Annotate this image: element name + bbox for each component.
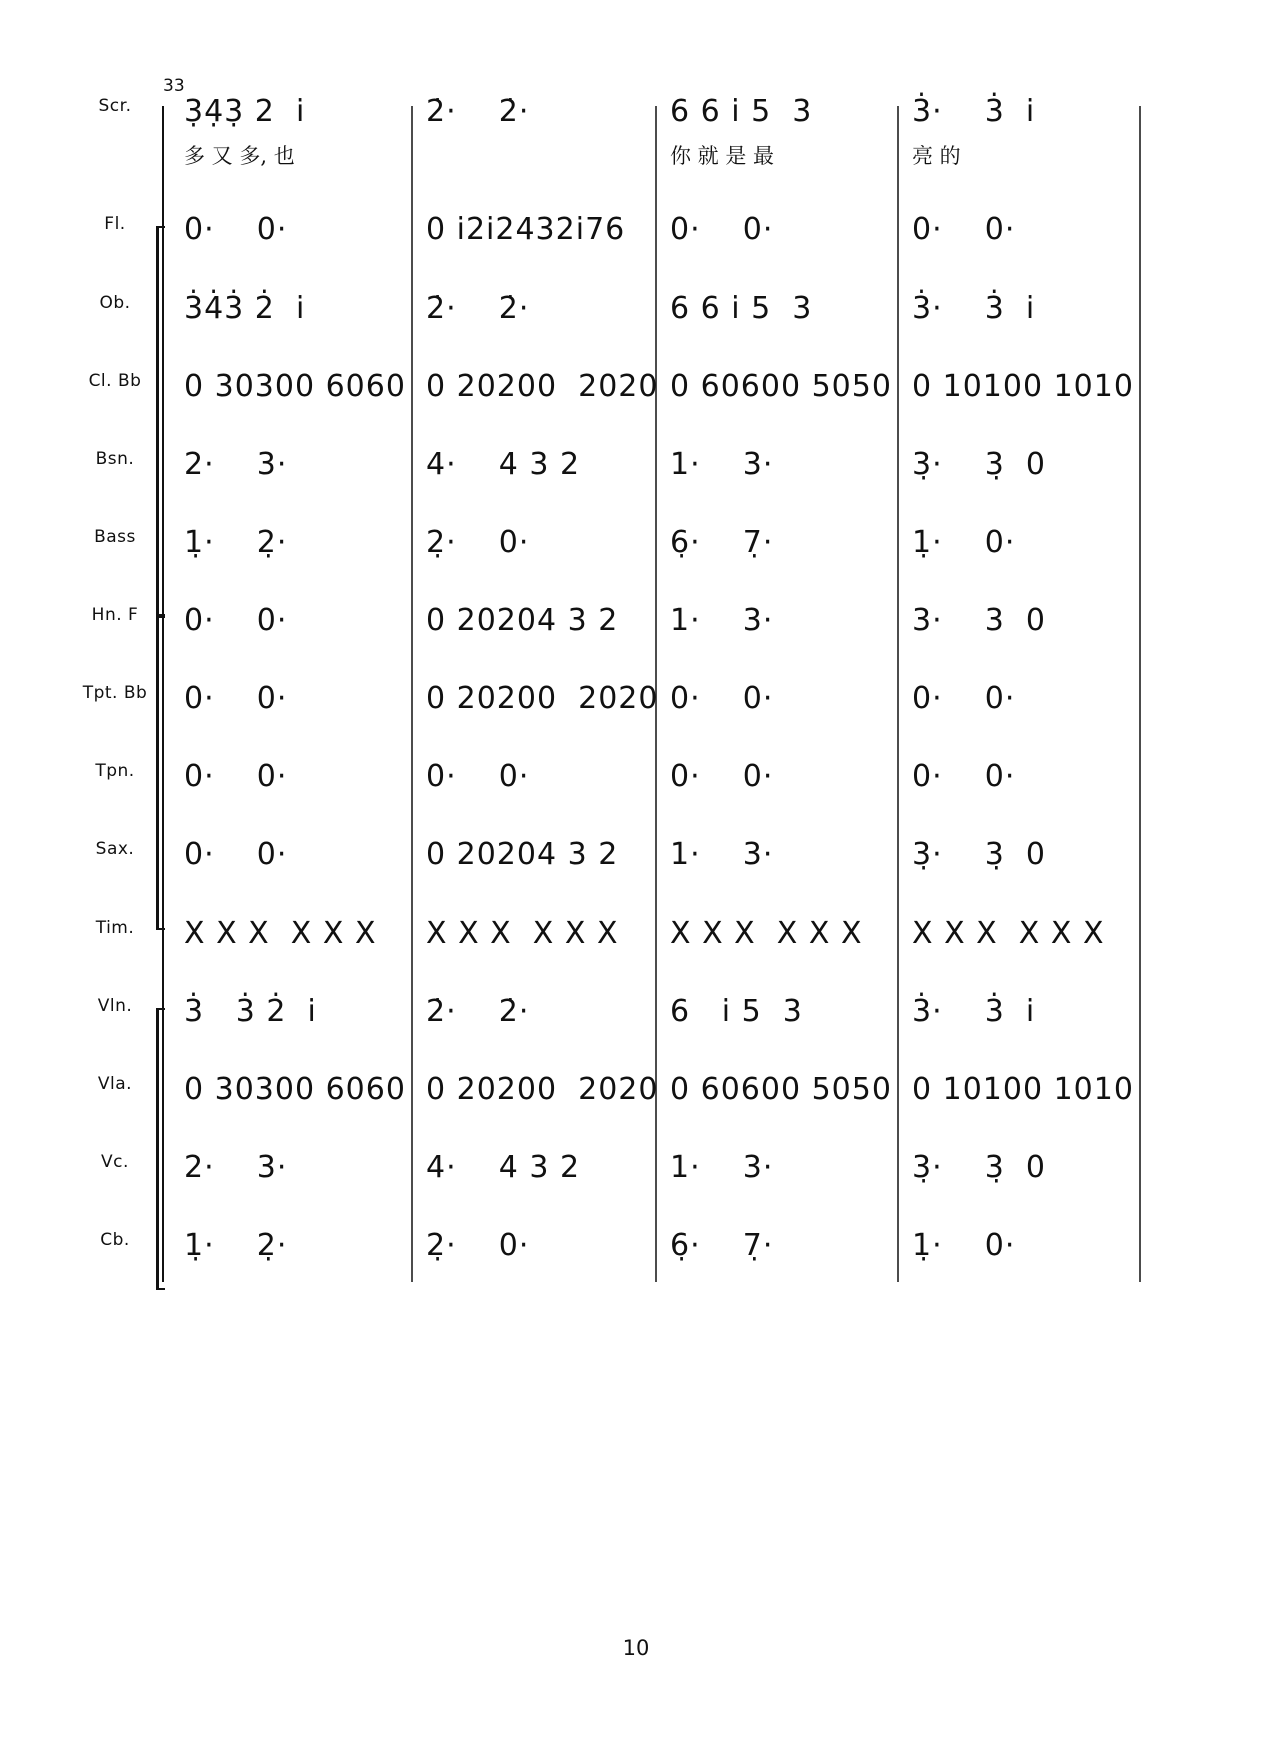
- measure-notation: 3̇4̇3̇ 2̇ i̇: [184, 291, 306, 326]
- instrument-label: Tim.: [95, 918, 135, 938]
- measure-notation: 3̣· 3̣ 0: [912, 1150, 1047, 1185]
- instrument-label: Tpn.: [95, 761, 135, 781]
- measure-notation: 0 20200 2020: [426, 681, 659, 716]
- measure-notation: 0 20204 3 2: [426, 837, 619, 872]
- measure-notation: 2̣· 0·: [426, 525, 530, 560]
- measure-notation: 0· 0·: [426, 759, 530, 794]
- measure-notation: 2· 3·: [184, 447, 288, 482]
- measure-notation: 0 60600 5050: [670, 1072, 892, 1107]
- measure-notation: 0· 0·: [184, 603, 288, 638]
- instrument-label: Bass: [94, 527, 136, 547]
- measure-notation: 1̣· 2̣·: [184, 1228, 288, 1263]
- instrument-label: Scr.: [98, 96, 132, 116]
- instrument-label: Ob.: [99, 293, 131, 313]
- measure-notation: 1̣· 0·: [912, 1228, 1016, 1263]
- lyric-line: 多 又 多, 也: [184, 144, 295, 168]
- measure-notation: 3̇· 3̇ i̇: [912, 994, 1036, 1029]
- instrument-label: Hn. F: [91, 605, 139, 625]
- measure-notation: 0 20200 2020: [426, 369, 659, 404]
- measure-notation: 4· 4 3 2: [426, 1150, 581, 1185]
- measure-notation: 0· 0·: [912, 681, 1016, 716]
- measure-notation: 6̣· 7̣·: [670, 525, 774, 560]
- measure-notation: 1· 3·: [670, 447, 774, 482]
- instrument-label: Vc.: [101, 1152, 129, 1172]
- instrument-label: Vln.: [97, 996, 133, 1016]
- measure-notation: 3̣· 3̣ 0: [912, 447, 1047, 482]
- lyric-line: 亮 的: [912, 144, 961, 168]
- measure-notation: 3· 3 0: [912, 603, 1047, 638]
- page-number: 10: [622, 1636, 650, 1660]
- measure-notation: 3̣4̣3̣ 2 i̇: [184, 94, 306, 129]
- measure-number: 33: [163, 76, 185, 96]
- measure-notation: 1· 3·: [670, 1150, 774, 1185]
- measure-notation: 0 i̇2i̇2432i̇76: [426, 212, 626, 247]
- measure-notation: 0· 0·: [670, 759, 774, 794]
- measure-notation: 4· 4 3 2: [426, 447, 581, 482]
- instrument-label: Cb.: [100, 1230, 130, 1250]
- instrument-label: Bsn.: [95, 449, 135, 469]
- measure-notation: 0 10100 1010: [912, 369, 1134, 404]
- measure-notation: 0· 0·: [912, 212, 1016, 247]
- instrument-label: Sax.: [95, 839, 135, 859]
- measure-notation: 0· 0·: [184, 681, 288, 716]
- measure-notation: 6 i̇ 5 3: [670, 994, 803, 1029]
- measure-notation: 0· 0·: [670, 681, 774, 716]
- measure-notation: 6 6 i̇ 5 3: [670, 94, 813, 129]
- measure-notation: 0 20204 3 2: [426, 603, 619, 638]
- measure-notation: 2̇· 2̇·: [426, 291, 530, 326]
- measure-notation: 0· 0·: [670, 212, 774, 247]
- measure-notation: X X X X X X: [184, 916, 377, 951]
- measure-notation: 2̇· 2̇·: [426, 94, 530, 129]
- measure-notation: 0 10100 1010: [912, 1072, 1134, 1107]
- instrument-label: Cl. Bb: [88, 371, 142, 391]
- measure-notation: 3̇· 3̇ i̇: [912, 291, 1036, 326]
- measure-notation: 6 6 i̇ 5 3: [670, 291, 813, 326]
- lyric-line: 你 就 是 最: [670, 144, 775, 168]
- measure-notation: 0· 0·: [184, 759, 288, 794]
- measure-notation: X X X X X X: [912, 916, 1105, 951]
- measure-notation: 0· 0·: [184, 837, 288, 872]
- instrument-label: Tpt. Bb: [82, 683, 148, 703]
- measure-notation: 1· 3·: [670, 837, 774, 872]
- measure-notation: 1· 3·: [670, 603, 774, 638]
- measure-notation: 0 20200 2020: [426, 1072, 659, 1107]
- measure-notation: 0 60600 5050: [670, 369, 892, 404]
- measure-notation: 0 30300 6060: [184, 369, 406, 404]
- instrument-label: Vla.: [97, 1074, 133, 1094]
- measure-notation: 0· 0·: [912, 759, 1016, 794]
- measure-notation: 1̣· 0·: [912, 525, 1016, 560]
- measure-notation: 3̇ 3̇ 2̇ i̇: [184, 994, 317, 1029]
- measure-notation: X X X X X X: [426, 916, 619, 951]
- measure-notation: 2̣· 0·: [426, 1228, 530, 1263]
- measure-notation: 3̇· 3̇ i̇: [912, 94, 1036, 129]
- measure-notation: 3̣· 3̣ 0: [912, 837, 1047, 872]
- measure-notation: 1̣· 2̣·: [184, 525, 288, 560]
- measure-notation: 0 30300 6060: [184, 1072, 406, 1107]
- measure-notation: 6̣· 7̣·: [670, 1228, 774, 1263]
- instrument-label: Fl.: [104, 214, 126, 234]
- measure-notation: 2̇· 2̇·: [426, 994, 530, 1029]
- measure-notation: X X X X X X: [670, 916, 863, 951]
- measure-notation: 0· 0·: [184, 212, 288, 247]
- measure-notation: 2· 3·: [184, 1150, 288, 1185]
